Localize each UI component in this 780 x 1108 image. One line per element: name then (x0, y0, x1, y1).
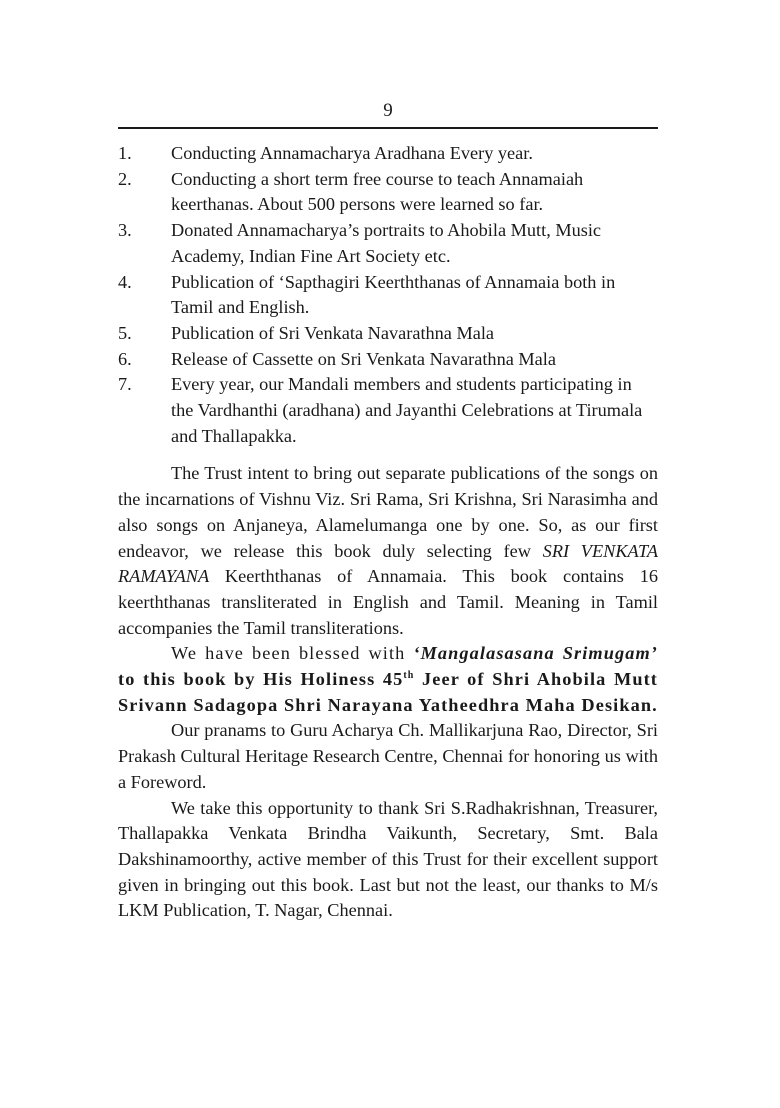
paragraph-publications (118, 461, 658, 641)
ordinal-suffix: th (403, 670, 415, 682)
paragraph-thanks: We take this opportunity to thank Sri S.Radhakrishnan, Treasurer, Thallapakka Venkata Brindha Vaikunth, Secretary, Smt. Bala Dakshinamoorthy, active member of this Trust for their excellent support given in bringing out this book. Last but not the least, our thanks to M/s LKM Publication, T. Nagar, Chennai. (118, 797, 658, 921)
list-text: Donated Annamacharya’s portraits to Ahobila Mutt, Music Academy, Indian Fine Art Society etc. (171, 220, 602, 266)
list-number: 3. (118, 220, 132, 241)
blessing-title: ‘Mangalasasana Srimugam’ (413, 643, 658, 664)
list-item (118, 321, 658, 347)
list-text: Conducting Annamacharya Aradhana Every year. (171, 143, 533, 163)
list-text: Release of Cassette on Sri Venkata Navarathna Mala (171, 348, 556, 369)
list-number: 5. (118, 322, 132, 343)
list-text: Publication of Sri Venkata Navarathna Mala (171, 322, 495, 343)
activities-list (118, 141, 658, 449)
list-item (118, 347, 658, 373)
list-number: 7. (118, 374, 132, 395)
page-content (118, 141, 658, 924)
list-item (118, 167, 658, 218)
book-title: SRI VENKATA RAMAYANA (118, 540, 658, 587)
list-item (118, 218, 658, 269)
list-number: 2. (118, 168, 132, 189)
header-rule (118, 127, 658, 129)
list-text: Every year, our Mandali members and students participating in the Vardhanthi (aradhana) and Jayanthi Celebrations at Tirumala and Thallapakka. (171, 374, 643, 446)
paragraph-bold-text: Jeer of Shri Ahobila Mutt Srivann Sadagopa Shri Narayana Yatheedhra Maha Desikan. (118, 669, 658, 715)
paragraph-text: The Trust intent to bring out separate publications of the songs on the incarnations of Vishnu Viz. Sri Rama, Sri Krishna, Sri Narasimha and also songs on Anjaneya, Alamelumanga one by one. So, as our first endeavor, we release this book duly selecting few (118, 463, 658, 561)
page-number: 9 (383, 100, 393, 121)
paragraph-text: We have been blessed with (171, 643, 414, 664)
list-text: Publication of ‘Sapthagiri Keerththanas of Annamaia both in Tamil and English. (171, 271, 616, 318)
list-number: 4. (118, 271, 132, 292)
list-number: 1. (118, 143, 132, 163)
list-item (118, 372, 658, 449)
paragraph-blessing (118, 641, 658, 718)
list-item (118, 141, 658, 167)
paragraph-bold-text: to this book by His Holiness 45 (118, 669, 404, 690)
list-number: 6. (118, 348, 132, 369)
paragraph-pranams: Our pranams to Guru Acharya Ch. Mallikarjuna Rao, Director, Sri Prakash Cultural Heritage Research Centre, Chennai for honoring us with a Foreword. (118, 720, 658, 792)
list-text: Conducting a short term free course to teach Annamaiah keerthanas. About 500 persons were learned so far. (171, 168, 584, 215)
paragraph-text: Keerththanas of Annamaia. This book contains 16 keerththanas transliterated in English and Tamil. Meaning in Tamil accompanies the Tamil transliterations. (118, 566, 658, 638)
list-item (118, 270, 658, 321)
